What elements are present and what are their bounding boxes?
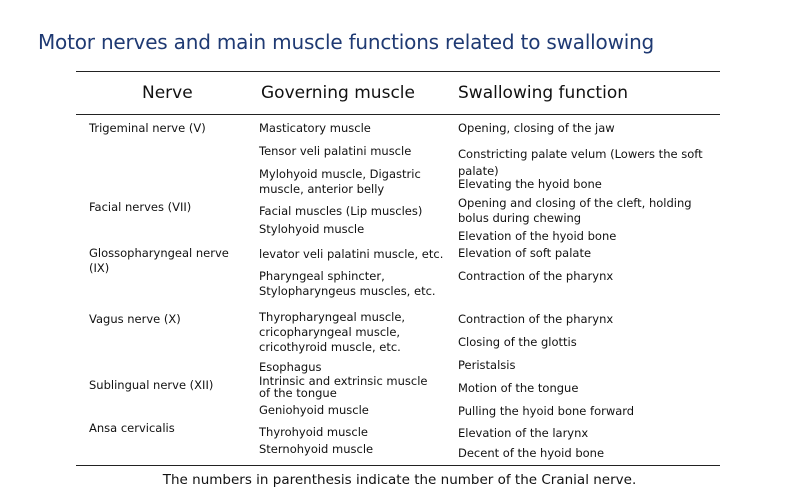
header-governing-muscle: Governing muscle <box>261 83 415 103</box>
function-cell: Motion of the tongue <box>458 381 579 395</box>
muscle-cell: levator veli palatini muscle, etc. <box>259 247 444 261</box>
header-swallowing-function: Swallowing function <box>458 83 628 103</box>
nerve-cell: Glossopharyngeal nerve (IX) <box>89 246 229 275</box>
muscle-cell: Tensor veli palatini muscle <box>259 144 412 158</box>
nerve-cell: Vagus nerve (X) <box>89 312 181 326</box>
muscle-cell: Thyropharyngeal muscle, cricopharyngeal muscle, cricothyroid muscle, etc. <box>259 310 406 354</box>
page-title: Motor nerves and main muscle functions related to swallowing <box>38 30 655 54</box>
function-cell: Elevation of the hyoid bone <box>458 229 617 243</box>
footnote: The numbers in parenthesis indicate the number of the Cranial nerve. <box>162 472 637 488</box>
function-cell: Contraction of the pharynx <box>458 312 614 326</box>
function-cell: Opening and closing of the cleft, holding bolus during chewing <box>458 196 692 225</box>
muscle-cell: Mylohyoid muscle, Digastric muscle, anterior belly <box>259 167 421 196</box>
muscle-cell: Esophagus <box>259 360 322 374</box>
function-cell: Opening, closing of the jaw <box>458 121 615 135</box>
function-cell: Pulling the hyoid bone forward <box>458 404 635 418</box>
function-cell: Elevation of the larynx <box>458 426 589 440</box>
table-top-rule <box>76 71 720 72</box>
muscle-cell: Sternohyoid muscle <box>259 442 374 456</box>
nerve-cell: Trigeminal nerve (V) <box>89 121 206 135</box>
muscle-cell: Thyrohyoid muscle <box>259 425 368 439</box>
function-cell: Elevation of soft palate <box>458 246 592 260</box>
nerve-cell: Facial nerves (VII) <box>89 200 192 214</box>
function-cell: Decent of the hyoid bone <box>458 446 605 460</box>
muscle-cell: Facial muscles (Lip muscles) <box>259 204 423 218</box>
muscle-cell: Pharyngeal sphincter, Stylopharyngeus muscles, etc. <box>259 269 436 298</box>
function-cell: Contraction of the pharynx <box>458 269 614 283</box>
function-cell: Peristalsis <box>458 358 516 372</box>
muscle-cell: Geniohyoid muscle <box>259 403 369 417</box>
function-cell: Closing of the glottis <box>458 335 577 349</box>
muscle-cell: Stylohyoid muscle <box>259 222 365 236</box>
table-header-rule <box>76 114 720 115</box>
muscle-cell: Masticatory muscle <box>259 121 371 135</box>
nerve-cell: Sublingual nerve (XII) <box>89 378 214 392</box>
table-bottom-rule <box>76 465 720 466</box>
function-cell: Constricting palate velum (Lowers the soft palate) <box>458 147 703 178</box>
muscle-cell: Intrinsic and extrinsic muscle of the tongue <box>259 374 428 400</box>
header-nerve: Nerve <box>142 83 193 103</box>
nerve-cell: Ansa cervicalis <box>89 421 175 435</box>
function-cell: Elevating the hyoid bone <box>458 177 602 191</box>
